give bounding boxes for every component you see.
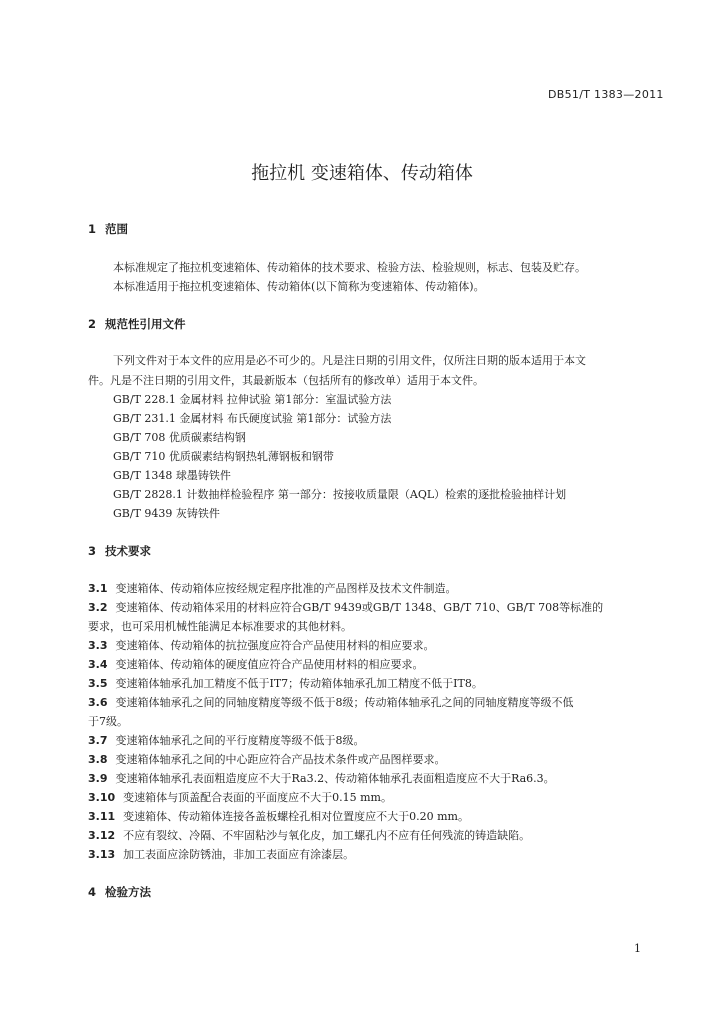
clause-text: 变速箱体轴承孔表面粗造度应不大于Ra3.2、传动箱体轴承孔表面粗造度应不大于Ra6.3。 <box>115 772 555 785</box>
clause-text: 变速箱体、传动箱体的抗拉强度应符合产品使用材料的相应要求。 <box>115 639 435 652</box>
section-4-number: 4 <box>88 885 97 899</box>
clause-number: 3.11 <box>88 810 116 823</box>
clause-3-11 <box>88 808 469 824</box>
clause-3-6 <box>88 694 574 710</box>
clause-text: 变速箱体与顶盖配合表面的平面度应不大于0.15 mm。 <box>123 791 392 804</box>
clause-text: 变速箱体轴承孔之间的中心距应符合产品技术条件或产品图样要求。 <box>115 753 446 766</box>
section-3-title: 技术要求 <box>105 544 151 558</box>
clause-number: 3.12 <box>88 829 116 842</box>
clause-3-10 <box>88 789 392 805</box>
clause-3-9 <box>88 770 555 786</box>
clause-text: 变速箱体轴承孔加工精度不低于IT7；传动箱体轴承孔加工精度不低于IT8。 <box>115 677 483 690</box>
document-title: 拖拉机 变速箱体、传动箱体 <box>251 163 473 184</box>
clause-3-5 <box>88 675 483 691</box>
clause-text: 加工表面应涂防锈油，非加工表面应有涂漆层。 <box>123 848 355 861</box>
clause-text: 不应有裂纹、冷隔、不牢固粘沙与氧化皮，加工螺孔内不应有任何残流的铸造缺陷。 <box>123 829 531 842</box>
clause-3-8 <box>88 751 446 767</box>
clause-text: 变速箱体轴承孔之间的同轴度精度等级不低于8级；传动箱体轴承孔之间的同轴度精度等级不低 <box>115 696 574 709</box>
clause-continuation: 于7级。 <box>88 715 128 728</box>
clause-number: 3.13 <box>88 848 116 861</box>
clause-number: 3.7 <box>88 734 108 747</box>
clause-text: 变速箱体轴承孔之间的平行度精度等级不低于8级。 <box>115 734 365 747</box>
page-number: 1 <box>634 942 641 955</box>
clause-3-7 <box>88 732 365 748</box>
scope-line-1: 本标准规定了拖拉机变速箱体、传动箱体的技术要求、检验方法、检验规则，标志、包装及贮存。 <box>113 261 586 274</box>
reference-item: GB/T 231.1 金属材料 布氏硬度试验 第1部分：试验方法 <box>113 412 392 425</box>
section-1-title: 范围 <box>105 222 128 236</box>
reference-item: GB/T 228.1 金属材料 拉伸试验 第1部分：室温试验方法 <box>113 393 392 406</box>
clause-number: 3.1 <box>88 582 108 595</box>
section-2-heading <box>88 316 186 332</box>
clause-number: 3.5 <box>88 677 108 690</box>
clause-number: 3.10 <box>88 791 116 804</box>
clause-3-12 <box>88 827 530 843</box>
clause-3-3 <box>88 637 435 653</box>
section-4-title: 检验方法 <box>105 885 151 899</box>
standard-code: DB51/T 1383—2011 <box>548 88 664 101</box>
section-2-title: 规范性引用文件 <box>105 317 186 331</box>
scope-line-2: 本标准适用于拖拉机变速箱体、传动箱体(以下简称为变速箱体、传动箱体)。 <box>113 280 485 293</box>
references-intro-line-1: 下列文件对于本文件的应用是必不可少的。凡是注日期的引用文件，仅所注日期的版本适用于本文 <box>113 354 586 367</box>
section-4-heading <box>88 884 151 900</box>
clause-number: 3.6 <box>88 696 108 709</box>
clause-number: 3.8 <box>88 753 108 766</box>
section-1-number: 1 <box>88 222 97 236</box>
section-2-number: 2 <box>88 317 97 331</box>
references-intro-line-2: 件。凡是不注日期的引用文件，其最新版本（包括所有的修改单）适用于本文件。 <box>88 374 484 387</box>
reference-item: GB/T 708 优质碳素结构钢 <box>113 431 246 444</box>
clause-number: 3.2 <box>88 601 108 614</box>
clause-3-1 <box>88 580 457 596</box>
clause-3-13 <box>88 846 354 862</box>
clause-number: 3.4 <box>88 658 108 671</box>
clause-continuation: 要求，也可采用机械性能满足本标准要求的其他材料。 <box>88 620 352 633</box>
reference-item: GB/T 1348 球墨铸铁件 <box>113 469 231 482</box>
reference-item: GB/T 710 优质碳素结构钢热轧薄钢板和钢带 <box>113 450 334 463</box>
section-3-heading <box>88 543 151 559</box>
reference-item: GB/T 9439 灰铸铁件 <box>113 507 220 520</box>
clause-3-2 <box>88 599 603 615</box>
section-3-number: 3 <box>88 544 97 558</box>
reference-item: GB/T 2828.1 计数抽样检验程序 第一部分：按接收质量限（AQL）检索的逐批检验抽样计划 <box>113 488 567 501</box>
clause-3-4 <box>88 656 424 672</box>
clause-text: 变速箱体、传动箱体连接各盖板螺栓孔相对位置度应不大于0.20 mm。 <box>123 810 469 823</box>
clause-text: 变速箱体、传动箱体应按经规定程序批准的产品图样及技术文件制造。 <box>115 582 457 595</box>
clause-text: 变速箱体、传动箱体采用的材料应符合GB/T 9439或GB/T 1348、GB/T 710、GB/T 708等标准的 <box>115 601 604 614</box>
clause-number: 3.3 <box>88 639 108 652</box>
clause-text: 变速箱体、传动箱体的硬度值应符合产品使用材料的相应要求。 <box>115 658 424 671</box>
section-1-heading <box>88 221 128 237</box>
clause-number: 3.9 <box>88 772 108 785</box>
